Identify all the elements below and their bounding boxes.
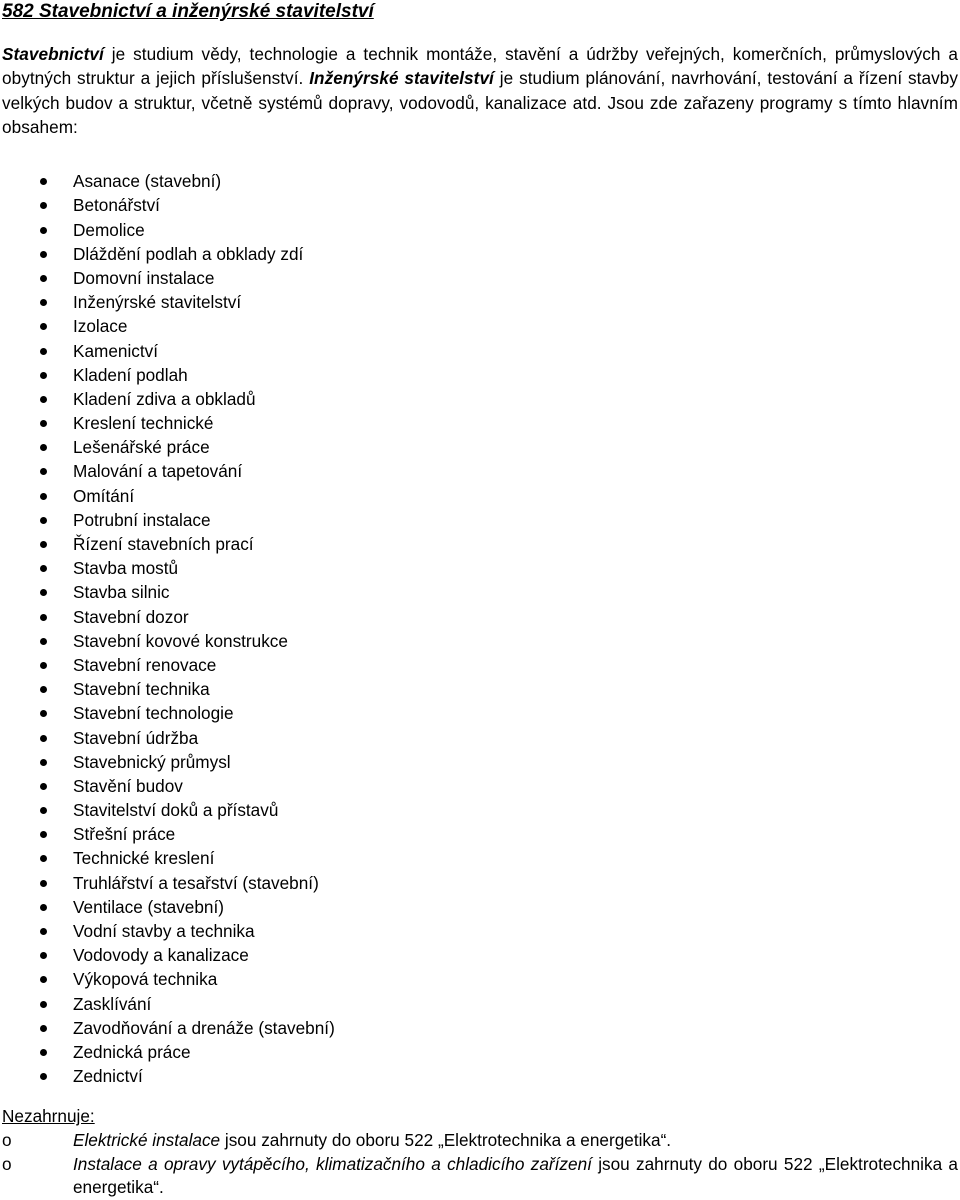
program-list-item [2,726,958,750]
program-label: Stavební renovace [73,654,217,675]
program-list-item [2,556,958,580]
program-list-item [2,605,958,629]
program-label: Dláždění podlah a obklady zdí [73,243,304,264]
program-list-item [2,846,958,870]
program-label: Domovní instalace [73,267,215,288]
program-list-item [2,580,958,604]
program-label: Lešenářské práce [73,437,210,458]
program-label: Střešní práce [73,824,176,845]
bullet-icon [40,348,47,355]
excluded-description: jsou zahrnuty do oboru 522 „Elektrotechnika a energetika“. [220,1130,672,1151]
bullet-icon [40,275,47,282]
bullet-icon [40,880,47,887]
bullet-icon [40,468,47,475]
excluded-term: Elektrické instalace [73,1130,221,1151]
program-list-item [2,677,958,701]
program-label: Stavitelství doků a přístavů [73,800,279,821]
program-list-item [2,387,958,411]
bullet-icon [40,517,47,524]
program-list-item [2,895,958,919]
program-label: Zavodňování a drenáže (stavební) [73,1017,335,1038]
program-label: Kamenictví [73,340,159,361]
circle-bullet-icon: o [2,1130,12,1151]
program-list-item [2,411,958,435]
program-list-item [2,508,958,532]
program-label: Zednická práce [73,1041,191,1062]
excluded-list-item [2,1153,958,1200]
program-label: Demolice [73,219,145,240]
bullet-icon [40,976,47,983]
bullet-icon [40,904,47,911]
program-label: Technické kreslení [73,848,215,869]
program-list-item [2,242,958,266]
program-label: Stavba silnic [73,582,170,603]
excluded-description: jsou zahrnuty do oboru 522 „Elektrotechnika a energetika“. [73,1153,958,1198]
program-list-item [2,919,958,943]
program-label: Stavění budov [73,775,183,796]
bullet-icon [40,783,47,790]
bullet-icon [40,759,47,766]
program-label: Výkopová technika [73,969,218,990]
bullet-icon [40,396,47,403]
program-label: Truhlářství a tesařství (stavební) [73,872,319,893]
program-label: Asanace (stavební) [73,171,222,192]
bullet-icon [40,589,47,596]
program-label: Vodovody a kanalizace [73,945,249,966]
bullet-icon [40,323,47,330]
bullet-icon [40,1025,47,1032]
bullet-icon [40,662,47,669]
bullet-icon [40,1001,47,1008]
excluded-list-item [2,1129,958,1153]
program-label: Stavba mostů [73,558,179,579]
program-label: Malování a tapetování [73,461,243,482]
program-list-item [2,1016,958,1040]
program-label: Kladení zdiva a obkladů [73,388,256,409]
bullet-icon [40,1073,47,1080]
program-list-item [2,193,958,217]
program-list-item [2,992,958,1016]
bullet-icon [40,686,47,693]
program-label: Omítání [73,485,135,506]
bullet-icon [40,299,47,306]
program-list-item [2,169,958,193]
program-list-item [2,435,958,459]
program-list-item [2,484,958,508]
intro-paragraph [2,42,958,139]
bullet-icon [40,952,47,959]
program-list-item [2,701,958,725]
program-label: Izolace [73,316,128,337]
bullet-icon [40,565,47,572]
program-list [2,169,958,1088]
circle-bullet-icon: o [2,1153,12,1174]
intro-term-construction: Stavebnictví [2,44,104,64]
program-list-item [2,339,958,363]
intro-text-2: je studium plánování, navrhování, testování a řízení stavby velkých budov a struktur, včetně systémů dopravy, vodovodů, kanalizace atd. Jsou zde zařazeny programy s tímto hlavním obsahem: [2,68,959,137]
program-list-item [2,871,958,895]
bullet-icon [40,710,47,717]
program-list-item [2,967,958,991]
program-list-item [2,798,958,822]
excluded-list [2,1129,958,1200]
page-title: 582 Stavebnictví a inženýrské stavitelství [2,1,374,22]
program-label: Betonářství [73,195,160,216]
program-list-item [2,774,958,798]
program-label: Zednictví [73,1066,143,1087]
bullet-icon [40,493,47,500]
program-label: Kreslení technické [73,413,214,434]
program-label: Stavební technologie [73,703,234,724]
program-label: Inženýrské stavitelství [73,292,242,313]
intro-term-civil-engineering: Inženýrské stavitelství [309,68,494,89]
bullet-icon [40,227,47,234]
bullet-icon [40,638,47,645]
program-list-item [2,822,958,846]
bullet-icon [40,420,47,427]
program-label: Stavební kovové konstrukce [73,630,288,651]
bullet-icon [40,444,47,451]
document-page [2,0,958,1200]
program-label: Stavební technika [73,679,210,700]
program-list-item [2,532,958,556]
bullet-icon [40,541,47,548]
bullet-icon [40,202,47,209]
program-list-item [2,943,958,967]
bullet-icon [40,928,47,935]
bullet-icon [40,807,47,814]
program-label: Stavební dozor [73,606,189,627]
bullet-icon [40,735,47,742]
program-list-item [2,218,958,242]
program-list-item [2,1040,958,1064]
program-list-item [2,363,958,387]
program-label: Ventilace (stavební) [73,896,224,917]
program-label: Zasklívání [73,993,152,1014]
bullet-icon [40,1049,47,1056]
bullet-icon [40,614,47,621]
bullet-icon [40,178,47,185]
bullet-icon [40,855,47,862]
program-list-item [2,290,958,314]
program-label: Vodní stavby a technika [73,921,255,941]
program-list-item [2,653,958,677]
excluded-heading: Nezahrnuje: [2,1106,95,1127]
bullet-icon [40,831,47,838]
program-label: Kladení podlah [73,364,188,385]
bullet-icon [40,372,47,379]
program-list-item [2,314,958,338]
program-label: Stavební údržba [73,727,199,748]
excluded-term: Instalace a opravy vytápěcího, klimatizačního a chladicího zařízení [73,1153,592,1174]
program-list-item [2,266,958,290]
intro-text-1: je studium vědy, technologie a technik montáže, stavění a údržby veřejných, komerčních, průmyslových a obytných struktur a jejich příslušenství. [2,44,958,89]
program-label: Potrubní instalace [73,509,211,530]
program-label: Řízení stavebních prací [73,534,254,554]
bullet-icon [40,251,47,258]
program-label: Stavebnický průmysl [73,751,231,772]
program-list-item [2,750,958,774]
program-list-item [2,1064,958,1088]
program-list-item [2,459,958,483]
program-list-item [2,629,958,653]
